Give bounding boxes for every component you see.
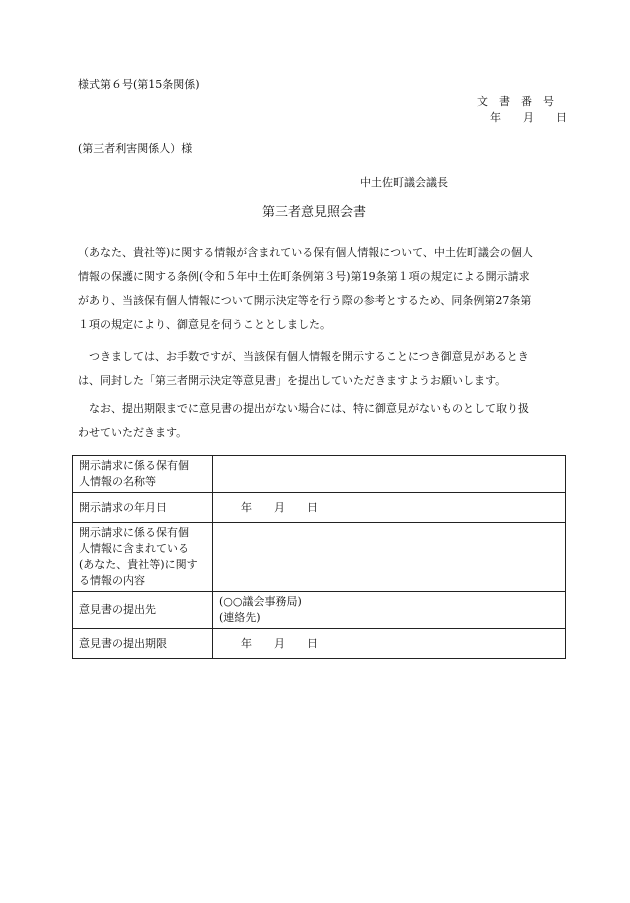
table-row (73, 493, 566, 523)
paragraph-line: つきましては、お手数ですが、当該保有個人情報を開示することにつき御意見があるとき (89, 350, 529, 363)
label-line: 人情報に含まれている (79, 542, 189, 555)
table-label-cell (73, 493, 213, 523)
table-row (73, 592, 566, 629)
paragraph-line: １項の規定により、御意見を伺うこととしました。 (78, 318, 331, 331)
label-line: 人情報の名称等 (79, 475, 156, 488)
document-number-label: 文 書 番 号 (477, 95, 554, 108)
inquiry-table (72, 455, 566, 659)
contact-line: (連絡先) (219, 611, 261, 624)
paragraph-line: （あなた、貴社等)に関する情報が含まれている保有個人情報について、中土佐町議会の個人 (78, 246, 533, 259)
table-value-cell (213, 493, 566, 523)
document-title: 第三者意見照会書 (262, 205, 367, 220)
label-line: 意見書の提出期限 (79, 636, 167, 650)
office-line: (○○議会事務局) (219, 595, 302, 608)
table-row (73, 456, 566, 493)
table-label-cell (73, 523, 213, 592)
label-line: る情報の内容 (79, 574, 145, 587)
label-line: 意見書の提出先 (79, 603, 156, 616)
paragraph-line: があり、当該保有個人情報について開示決定等を行う際の参考とするため、同条例第27条第 (78, 294, 532, 307)
table-value-cell (213, 456, 566, 493)
table-value-cell (213, 629, 566, 659)
paragraph-line: なお、提出期限までに意見書の提出がない場合には、特に御意見がないものとして取り扱 (89, 402, 529, 415)
date-label: 年 月 日 (490, 111, 567, 124)
table-label-cell (73, 629, 213, 659)
sender: 中土佐町議会議長 (360, 176, 448, 189)
table-value-cell (213, 592, 566, 629)
paragraph-line: は、同封した「第三者開示決定等意見書」を提出していただきますようお願いします。 (78, 374, 507, 387)
paragraph-line: わせていただきます。 (78, 426, 188, 439)
label-line: 開示請求に係る保有個 (79, 459, 189, 472)
label-line: (あなた、貴社等)に関す (79, 558, 198, 571)
label-line: 開示請求の年月日 (79, 500, 167, 514)
table-row (73, 629, 566, 659)
table-label-cell (73, 592, 213, 629)
paragraph-3 (78, 397, 564, 445)
date-value: 年 月 日 (241, 636, 318, 650)
paragraph-line: 情報の保護に関する条例(令和５年中土佐町条例第３号)第19条第１項の規定による開示請求 (78, 270, 530, 283)
form-number: 様式第６号(第15条関係) (78, 78, 200, 91)
date-value: 年 月 日 (241, 500, 318, 514)
table-row (73, 523, 566, 592)
label-line: 開示請求に係る保有個 (79, 526, 189, 539)
table-label-cell (73, 456, 213, 493)
recipient: (第三者利害関係人）様 (78, 142, 193, 155)
paragraph-1 (78, 241, 564, 337)
table-value-cell (213, 523, 566, 592)
paragraph-2 (78, 345, 564, 393)
